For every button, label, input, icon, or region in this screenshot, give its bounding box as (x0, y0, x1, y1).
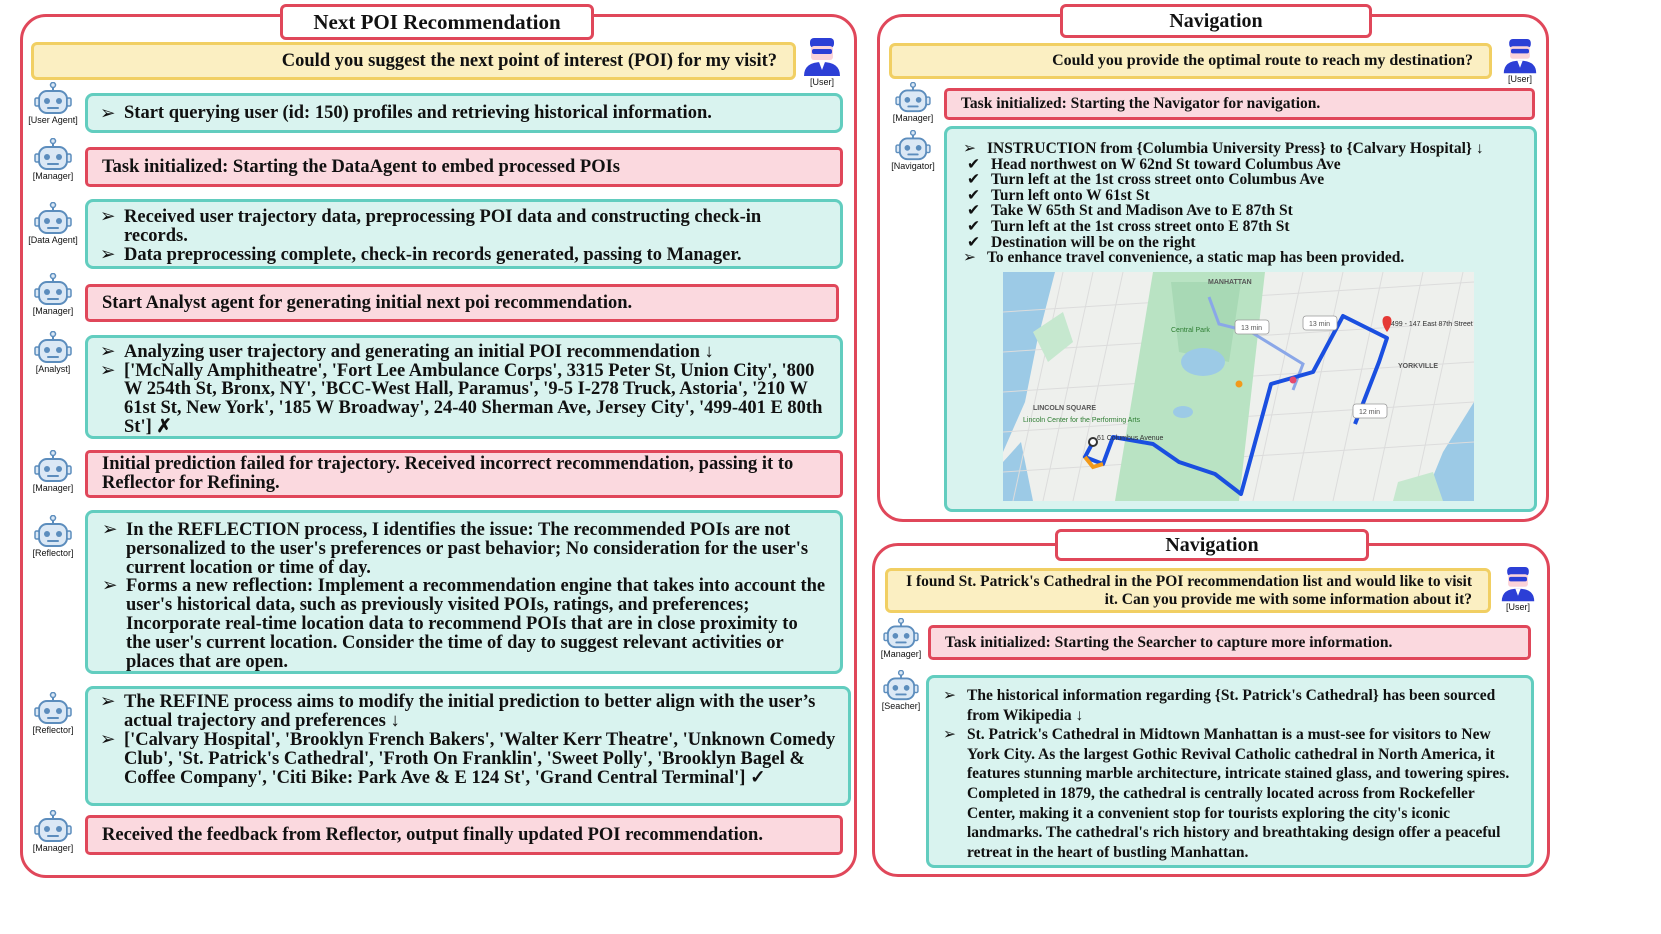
route-step: ✔ Take W 65th St and Madison Ave to E 87th St (967, 203, 1518, 219)
map-label: Lincoln Center for the Performing Arts (1023, 417, 1141, 424)
robot-icon (33, 450, 73, 484)
user-label: [User] (1505, 602, 1530, 612)
map-label: 61 Columbus Avenue (1097, 435, 1164, 442)
manager-message (944, 88, 1535, 120)
route-step: ✔ Destination will be on the right (967, 235, 1518, 251)
manager-message-text: Start Analyst agent for generating initial next poi recommendation. (102, 292, 633, 313)
list-item: ➢ Data preprocessing complete, check-in records generated, passing to Manager. (100, 246, 828, 265)
manager-message-text: Task initialized: Starting the DataAgent to embed processed POIs (102, 156, 620, 177)
robot-icon (33, 138, 73, 172)
robot-icon (33, 273, 73, 307)
agent-label: [Manager] (892, 113, 934, 123)
step-query-profiles (85, 93, 843, 133)
user-question-text: Could you suggest the next point of interest (POI) for my visit? (281, 50, 777, 71)
robot-icon (33, 692, 73, 726)
agent-label: [Navigator] (891, 161, 935, 171)
robot-icon (33, 810, 73, 844)
agent-label: [User Agent] (28, 115, 78, 125)
manager-message (85, 284, 839, 322)
agent-label: [Manager] (32, 306, 74, 316)
agent-label: [Analyst] (35, 364, 71, 374)
user-label: [User] (809, 77, 834, 87)
agent-label: [Reflector] (32, 725, 74, 735)
user-question-text: I found St. Patrick's Cathedral in the POI recommendation list and would like to visit it. Can you provide me with some information about it? (906, 572, 1472, 608)
manager-message (85, 147, 843, 187)
agent-reflector (24, 515, 82, 558)
instruction-item: ➢ INSTRUCTION from {Columbia University Press} to {Calvary Hospital} ↓ (963, 141, 1518, 157)
robot-icon (33, 515, 73, 549)
next-poi-panel-title: Next POI Recommendation (280, 4, 594, 40)
step-refine (85, 686, 851, 806)
user-avatar (1498, 39, 1542, 84)
searcher-info-box (926, 675, 1534, 868)
map-label: 13 min (1241, 325, 1263, 332)
agent-label: [Manager] (32, 171, 74, 181)
map-label: 12 min (1359, 409, 1381, 416)
manager-message-text: Initial prediction failed for trajectory. Received incorrect recommendation, passing it to Reflector for Refining. (102, 454, 794, 493)
list-item: ➢ ['McNally Amphitheatre', 'Fort Lee Ambulance Corps', 3315 Peter St, Union City', '800 W 254th St, Bronx, NY', 'BCC-West Hall, Paramus', '9-5 I-278 Truck, Astoria', '210 W 61st St, New York', '185 W Broadway', 24-40 Sherman Ave, Jersey City', '499-401 E 80th St'] ✗ (100, 362, 828, 437)
manager-message (85, 815, 843, 855)
robot-icon (882, 670, 920, 702)
agent-manager (24, 450, 82, 493)
list-item: ➢ St. Patrick's Cathedral in Midtown Manhattan is a must-see for visitors to New York City. As the largest Gothic Revival Catholic cathedral in North America, it features stunning marble architecture, intricate stained glass, and towering spires. Completed in 1879, the cathedral is centrally located across from Rockefeller Center, making it a convenient stop for tourists exploring the city's iconic landmarks. The cathedral's rich history and breathtaking design offer a peaceful retreat in the heart of bustling Manhattan. (943, 725, 1517, 862)
agent-label: [Seacher] (881, 701, 921, 711)
agent-manager (872, 618, 930, 659)
agent-manager (24, 810, 82, 853)
route-step: ✔ Turn left at the 1st cross street onto E 87th St (967, 219, 1518, 235)
agent-label: [Manager] (32, 843, 74, 853)
step-initial-recommendation (85, 335, 843, 439)
agent-label: [Manager] (880, 649, 922, 659)
map-svg (1003, 272, 1474, 501)
map-label: Central Park (1171, 327, 1210, 334)
agent-label: [Data Agent] (28, 235, 78, 245)
list-item: ➢ Start querying user (id: 150) profiles and retrieving historical information. (100, 103, 828, 124)
user-avatar (1496, 567, 1540, 612)
agent-analyst (24, 331, 82, 374)
step-data-preprocessing (85, 199, 843, 269)
agent-manager (24, 138, 82, 181)
robot-icon (882, 618, 920, 650)
step-reflection (85, 510, 843, 674)
user-icon (1500, 567, 1536, 603)
robot-icon (894, 82, 932, 114)
manager-message-text: Received the feedback from Reflector, output finally updated POI recommendation. (102, 824, 763, 845)
list-item: ➢ ['Calvary Hospital', 'Brooklyn French Bakers', 'Walter Kerr Theatre', 'Unknown Comedy Club', 'St. Patrick's Cathedral', 'Froth On Franklin', 'Sweet Polly', 'Brooklyn Bagel & Coffee Company', 'Citi Bike: Park Ave & E 124 St', 'Grand Central Terminal'] ✓ (100, 731, 836, 788)
agent-searcher (872, 670, 930, 711)
user-question-text: Could you provide the optimal route to reach my destination? (1052, 52, 1473, 69)
manager-message (85, 450, 843, 498)
agent-reflector (24, 692, 82, 735)
user-icon (1502, 39, 1538, 75)
map-label: LINCOLN SQUARE (1033, 405, 1096, 412)
manager-message (928, 625, 1531, 660)
agent-manager (884, 82, 942, 123)
list-item: ➢ Received user trajectory data, preprocessing POI data and constructing check-in records. (100, 208, 828, 246)
navigation-route-panel-title: Navigation (1060, 4, 1372, 38)
agent-data-agent (24, 202, 82, 245)
map-label: 499 - 147 East 87th Street (1391, 321, 1473, 328)
map-label: 13 min (1309, 321, 1331, 328)
user-label: [User] (1507, 74, 1532, 84)
user-icon (802, 38, 842, 78)
robot-icon (33, 331, 73, 365)
static-route-map[interactable] (1003, 272, 1474, 501)
list-item: ➢ In the REFLECTION process, I identifies the issue: The recommended POIs are not personalized to the user's preferences or past behavior; No consideration for the user's current location or time of day. (102, 521, 826, 577)
navigation-info-panel-title: Navigation (1055, 529, 1369, 561)
agent-label: [Manager] (32, 483, 74, 493)
list-item: ➢ Analyzing user trajectory and generating an initial POI recommendation ↓ (100, 343, 828, 362)
map-note: ➢ To enhance travel convenience, a static map has been provided. (963, 250, 1518, 266)
manager-message-text: Task initialized: Starting the Searcher to capture more information. (945, 633, 1393, 651)
manager-message-text: Task initialized: Starting the Navigator for navigation. (961, 95, 1321, 112)
user-question (889, 43, 1492, 79)
list-item: ➢ The historical information regarding {St. Patrick's Cathedral} has been sourced from Wikipedia ↓ (943, 686, 1517, 725)
robot-icon (894, 130, 932, 162)
route-step: ✔ Head northwest on W 62nd St toward Columbus Ave (967, 157, 1518, 173)
user-question (31, 42, 796, 80)
robot-icon (33, 202, 73, 236)
robot-icon (33, 82, 73, 116)
route-step: ✔ Turn left onto W 61st St (967, 188, 1518, 204)
agent-user-agent (24, 82, 82, 125)
map-label: YORKVILLE (1398, 363, 1439, 370)
agent-manager (24, 273, 82, 316)
agent-label: [Reflector] (32, 548, 74, 558)
list-item: ➢ Forms a new reflection: Implement a recommendation engine that takes into account the user's historical data, such as previously visited POIs, ratings, and preferences; Incorporate real-time location data to recommend POIs that are in close proximity to the user's current location. Consider the time of day to suggest relevant activities or places that are open. (102, 577, 826, 671)
user-avatar (800, 38, 844, 87)
agent-navigator (884, 130, 942, 171)
user-question (885, 568, 1491, 613)
list-item: ➢ The REFINE process aims to modify the initial prediction to better align with the user’s actual trajectory and preferences ↓ (100, 693, 836, 731)
map-label: MANHATTAN (1208, 279, 1252, 286)
route-step: ✔ Turn left at the 1st cross street onto Columbus Ave (967, 172, 1518, 188)
